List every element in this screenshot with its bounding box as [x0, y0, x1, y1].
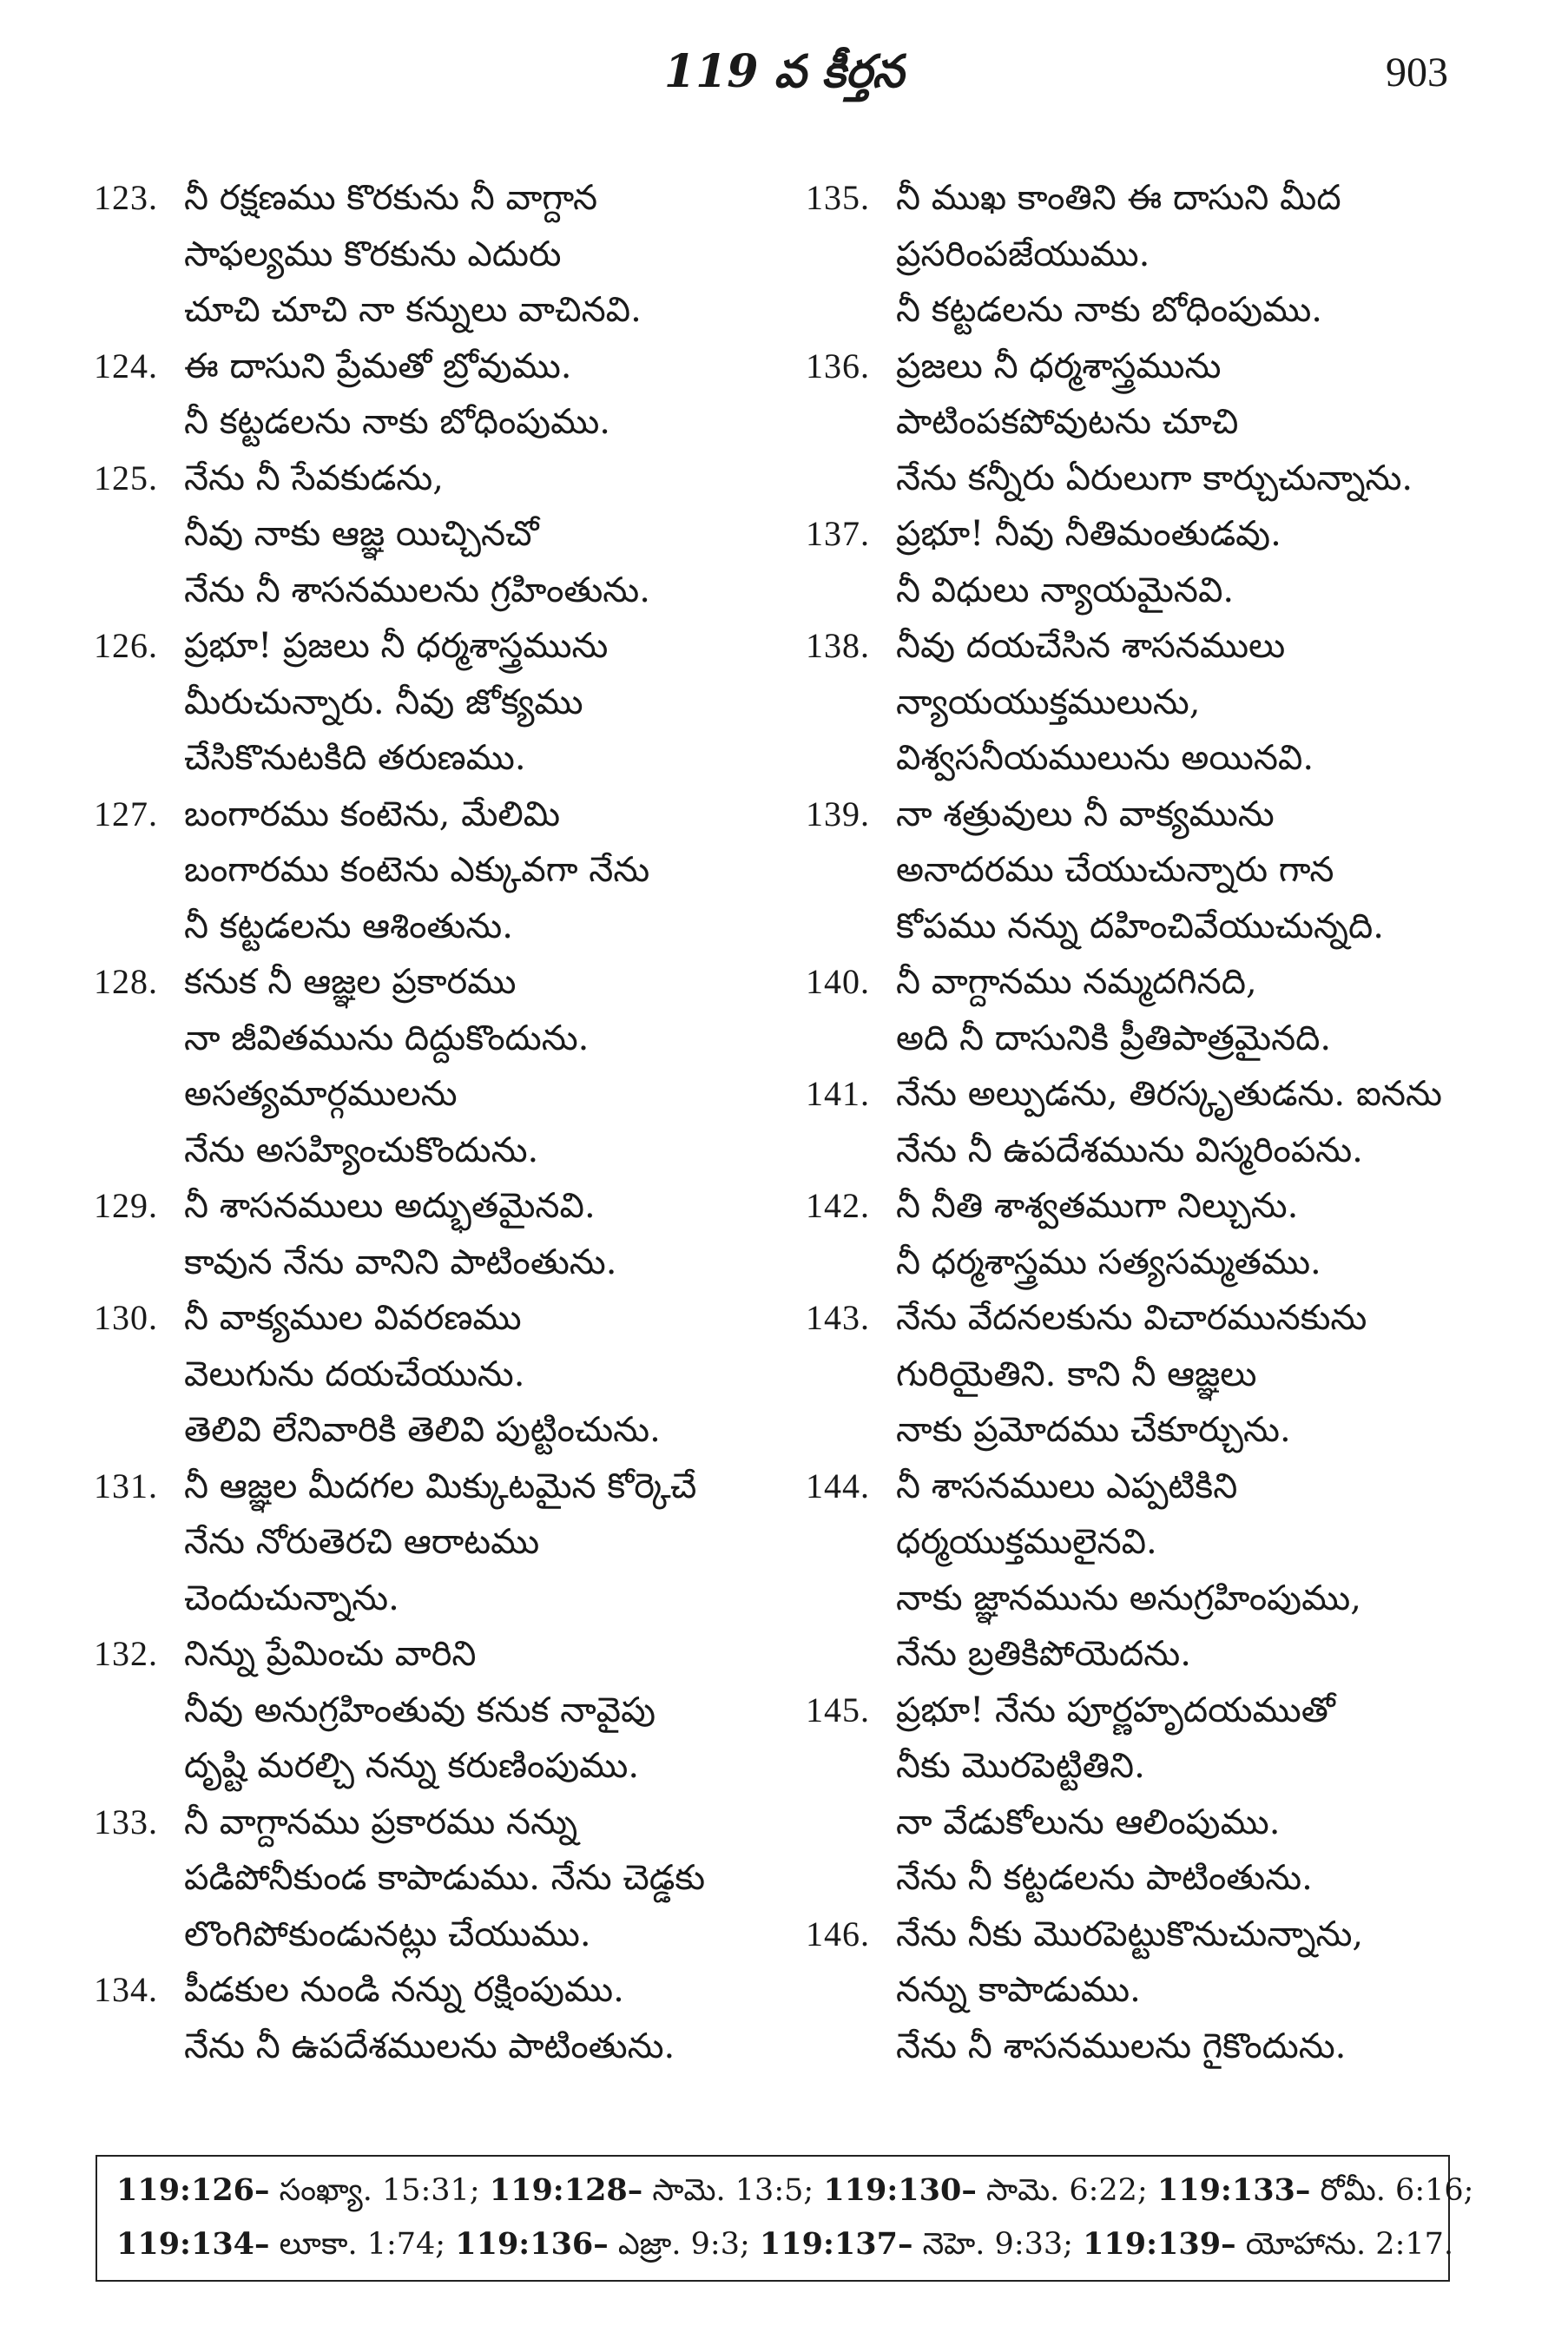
verse-number: 138.: [806, 626, 870, 665]
verse-line: నిన్ను ప్రేమించు వారిని: [184, 1634, 477, 1674]
verse-number: 140.: [806, 962, 870, 1001]
verse: [94, 1459, 806, 1627]
verse-number: 133.: [94, 1802, 158, 1841]
verse-line: చేసికొనుటకిది తరుణము.: [184, 738, 526, 778]
verse-line: నీవు దయచేసిన శాసనములు: [896, 626, 1286, 666]
verse: [94, 954, 806, 1178]
verse-line: గురియైతిని. కాని నీ ఆజ్ఞలు: [896, 1354, 1257, 1394]
reference-key: 119:130–: [823, 2172, 977, 2208]
cross-reference-line: [116, 2164, 1474, 2217]
verse-line: విశ్వసనీయములును అయినవి.: [896, 738, 1314, 778]
verse-number: 129.: [94, 1186, 158, 1225]
verse-line: కోపము నన్ను దహించివేయుచున్నది.: [896, 906, 1384, 946]
verse-line: నీ కట్టడలను ఆశింతును.: [184, 906, 513, 946]
verse: [94, 618, 806, 787]
page-header: [0, 35, 1568, 113]
reference-text: యోహాను. 2:17.: [1235, 2227, 1454, 2262]
verse-line: నేను నీ సేవకుడను,: [184, 458, 444, 498]
verse-line: బంగారము కంటెను ఎక్కువగా నేను: [184, 850, 650, 890]
verse-number: 126.: [94, 626, 158, 665]
verse: [94, 339, 806, 451]
verse-line: నేను నోరుతెరచి ఆరాటము: [184, 1522, 540, 1562]
verse: [94, 451, 806, 619]
verse-line: న్యాయయుక్తములును,: [896, 682, 1201, 722]
verse-line: నీ కట్టడలను నాకు బోధింపుము.: [896, 290, 1323, 330]
verse-number: 127.: [94, 794, 158, 833]
verse-line: నా వేడుకోలును ఆలింపుము.: [896, 1802, 1281, 1842]
verse-line: నీ నీతి శాశ్వతముగా నిల్చును.: [896, 1186, 1299, 1226]
verse-line: నేను నీ ఉపదేశమును విస్మరింపను.: [896, 1130, 1363, 1170]
verse-line: నీ శాసనములు అద్భుతమైనవి.: [184, 1186, 596, 1226]
verse-line: ప్రభూ! నీవు నీతిమంతుడవు.: [896, 514, 1281, 554]
verse: [94, 1178, 806, 1290]
verse-line: నా జీవితమును దిద్దుకొందును.: [184, 1018, 590, 1058]
verse-line: నాకు జ్ఞానమును అనుగ్రహింపుము,: [896, 1578, 1361, 1618]
verse-number: 146.: [806, 1914, 870, 1953]
reference-text: సామె. 13:5;: [642, 2173, 824, 2208]
verse-line: ప్రసరింపజేయుము.: [896, 234, 1150, 274]
verse-number: 139.: [806, 794, 870, 833]
verse-number: 128.: [94, 962, 158, 1001]
verse: [94, 1626, 806, 1795]
verse-line: కనుక నీ ఆజ్ఞల ప్రకారము: [184, 962, 517, 1002]
verse-line: నీ ధర్మశాస్త్రము సత్యసమ్మతము.: [896, 1242, 1321, 1282]
verse-line: నేను వేదనలకును విచారమునకును: [896, 1298, 1367, 1338]
verse-line: నీకు మొరపెట్టితిని.: [896, 1746, 1145, 1786]
verse-line: నన్ను కాపాడుము.: [896, 1970, 1141, 2010]
verse-line: పడిపోనీకుండ కాపాడుము. నేను చెడ్డకు: [184, 1858, 706, 1898]
verse-number: 143.: [806, 1298, 870, 1337]
reference-key: 119:137–: [759, 2226, 913, 2262]
verse: [94, 1290, 806, 1459]
verse-line: నీవు నాకు ఆజ్ఞ యిచ్చినచో: [184, 514, 539, 554]
verse: [806, 1683, 1518, 1907]
verse-line: సాఫల్యము కొరకును ఎదురు: [184, 234, 562, 274]
verse-line: నీ ఆజ్ఞల మీదగల మిక్కుటమైన కోర్కెచే: [184, 1466, 697, 1506]
verse: [94, 1962, 806, 2074]
verse-line: కావున నేను వానిని పాటింతును.: [184, 1242, 617, 1282]
cross-references-box: [96, 2155, 1474, 2282]
verse-line: నాకు ప్రమోదము చేకూర్చును.: [896, 1410, 1291, 1450]
verse: [806, 339, 1518, 507]
verse-line: నేను నీ కట్టడలను పాటింతును.: [896, 1858, 1313, 1898]
chapter-title: 119 వ కీర్తన: [663, 45, 905, 98]
verse-line: నీ విధులు న్యాయమైనవి.: [896, 570, 1235, 610]
verse-number: 134.: [94, 1970, 158, 2009]
verse-line: నేను నీ శాసనములను గ్రహింతును.: [184, 570, 650, 610]
verse-line: ప్రభూ! నేను పూర్ణహృదయముతో: [896, 1690, 1335, 1730]
verse-line: నా శత్రువులు నీ వాక్యమును: [896, 794, 1275, 834]
reference-key: 119:133–: [1156, 2172, 1311, 2208]
verse-number: 142.: [806, 1186, 870, 1225]
verse-line: పాటింపకపోవుటను చూచి: [896, 402, 1239, 442]
verse-number: 136.: [806, 346, 870, 385]
cross-reference-line: [116, 2217, 1454, 2271]
verse-line: అసత్యమార్గములను: [184, 1074, 458, 1114]
reference-text: లూకా. 1:74;: [269, 2227, 456, 2262]
verse-line: నీ రక్షణము కొరకును నీ వాగ్దాన: [184, 178, 598, 218]
verse: [806, 1290, 1518, 1459]
verse-number: 130.: [94, 1298, 158, 1337]
left-column: [94, 170, 806, 2074]
verse-line: నేను నీ శాసనములను గైకొందును.: [896, 2026, 1347, 2066]
verse: [94, 170, 806, 339]
reference-key: 119:128–: [489, 2172, 643, 2208]
reference-text: సంఖ్యా. 15:31;: [269, 2173, 490, 2208]
verse: [806, 506, 1518, 618]
verse-line: అది నీ దాసునికి ప్రీతిపాత్రమైనది.: [896, 1018, 1332, 1058]
verse: [806, 1907, 1518, 2075]
verse-line: నీ వాక్యముల వివరణము: [184, 1298, 522, 1338]
verse-line: ప్రజలు నీ ధర్మశాస్త్రమును: [896, 346, 1222, 386]
verse-line: చూచి చూచి నా కన్నులు వాచినవి.: [184, 290, 642, 330]
verse-line: తెలివి లేనివారికి తెలివి పుట్టించును.: [184, 1410, 661, 1450]
verse-number: 132.: [94, 1634, 158, 1673]
verse-line: వెలుగును దయచేయును.: [184, 1354, 525, 1394]
verse-number: 131.: [94, 1466, 158, 1505]
verse-line: దృష్టి మరల్చి నన్ను కరుణింపుము.: [184, 1746, 640, 1786]
verse: [806, 618, 1518, 787]
verse-line: బంగారము కంటెను, మేలిమి: [184, 794, 561, 834]
verse: [806, 1066, 1518, 1178]
verse: [94, 787, 806, 955]
reference-text: నెహె. 9:33;: [912, 2227, 1084, 2262]
verse-number: 125.: [94, 458, 158, 497]
reference-key: 119:139–: [1083, 2226, 1236, 2262]
right-column: [806, 170, 1518, 2074]
verse-number: 141.: [806, 1074, 870, 1113]
verse: [806, 954, 1518, 1066]
verse-line: ధర్మయుక్తములైనవి.: [896, 1522, 1157, 1562]
verse-number: 137.: [806, 514, 870, 553]
verse: [806, 787, 1518, 955]
verse-line: నీవు అనుగ్రహింతువు కనుక నావైపు: [184, 1690, 656, 1730]
verse-line: నీ వాగ్దానము నమ్మదగినది,: [896, 962, 1257, 1002]
verse-line: నేను బ్రతికిపోయెదను.: [896, 1634, 1191, 1674]
page-number: 903: [1386, 49, 1448, 96]
verse-line: లొంగిపోకుండునట్లు చేయుము.: [184, 1914, 591, 1954]
verse-line: నేను అల్పుడను, తిరస్కృతుడను. ఐనను: [896, 1074, 1442, 1114]
reference-key: 119:134–: [116, 2226, 270, 2262]
verse-line: చెందుచున్నాను.: [184, 1578, 399, 1618]
verse-line: నీ ముఖ కాంతిని ఈ దాసుని మీద: [896, 178, 1341, 218]
verse-line: అనాదరము చేయుచున్నారు గాన: [896, 850, 1334, 890]
verse-line: నీ వాగ్దానము ప్రకారము నన్ను: [184, 1802, 578, 1842]
verse-line: ప్రభూ! ప్రజలు నీ ధర్మశాస్త్రమును: [184, 626, 609, 666]
reference-key: 119:126–: [116, 2172, 270, 2208]
verse-line: నేను నీ ఉపదేశములను పాటింతును.: [184, 2026, 675, 2066]
verse-number: 144.: [806, 1466, 870, 1505]
verse: [94, 1795, 806, 1963]
verse-number: 145.: [806, 1690, 870, 1729]
verse-number: 135.: [806, 178, 870, 217]
verse: [806, 170, 1518, 339]
verse-line: నేను అసహ్యించుకొందును.: [184, 1130, 539, 1170]
verse: [806, 1178, 1518, 1290]
verse-number: 124.: [94, 346, 158, 385]
verse-line: ఈ దాసుని ప్రేమతో బ్రోవుము.: [184, 346, 572, 386]
verse-line: నేను నీకు మొరపెట్టుకొనుచున్నాను,: [896, 1914, 1364, 1954]
reference-text: రోమీ. 6:16;: [1310, 2173, 1474, 2208]
verse-line: నీ కట్టడలను నాకు బోధింపుము.: [184, 402, 611, 442]
reference-text: ఎజ్రా. 9:3;: [608, 2227, 760, 2262]
verse-line: నేను కన్నీరు ఏరులుగా కార్చుచున్నాను.: [896, 458, 1413, 498]
verse-line: మీరుచున్నారు. నీవు జోక్యము: [184, 682, 583, 722]
reference-text: సామె. 6:22;: [976, 2173, 1157, 2208]
verse: [806, 1459, 1518, 1683]
reference-key: 119:136–: [455, 2226, 609, 2262]
verse-line: నీ శాసనములు ఎప్పటికిని: [896, 1466, 1238, 1506]
verse-number: 123.: [94, 178, 158, 217]
verse-line: పీడకుల నుండి నన్ను రక్షింపుము.: [184, 1970, 624, 2010]
